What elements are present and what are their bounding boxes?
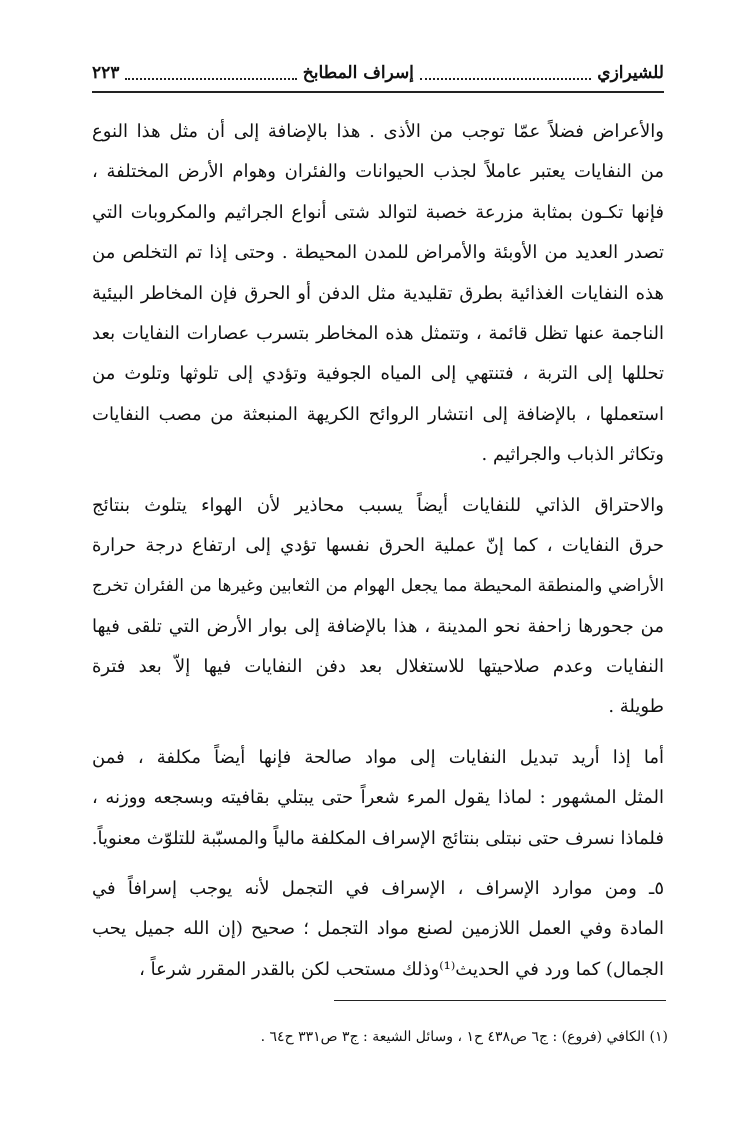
text-line: استعملها ، بالإضافة إلى انتشار الروائح الكريهة المنبعثة من مصب النفايات (92, 403, 664, 425)
footnote-rule (334, 1000, 666, 1001)
paragraph-gap (92, 859, 664, 869)
paragraph (92, 738, 664, 859)
paragraph (92, 112, 664, 476)
header-leader-dots-left (420, 66, 591, 80)
text-line: تصدر العديد من الأوبئة والأمراض للمدن المحيطة . وحتى إذا تم التخلص من (92, 242, 664, 264)
text-line: وتكاثر الذباب والجراثيم . (481, 444, 664, 466)
text-line: فإنها تكـون بمثابة مزرعة خصبة لتوالد شتى أنواع الجراثيم والمكروبات التي (92, 201, 664, 223)
header-title: إسراف المطابخ (302, 63, 414, 83)
text-line: المثل المشهور : لماذا يقول المرء شعراً حتى يبتلي بقافيته وبسجعه ووزنه ، (92, 787, 664, 809)
paragraph (92, 486, 664, 728)
header-leader-dots-right (125, 66, 296, 80)
text-line: النفايات وعدم صلاحيتها للاستغلال بعد دفن النفايات فيها إلاّ بعد فترة (92, 656, 664, 678)
text-line: من جحورها زاحفة نحو المدينة ، هذا بالإضافة إلى بوار الأرض التي تلقى فيها (92, 615, 664, 637)
paragraph (92, 869, 664, 990)
paragraph-gap (92, 728, 664, 738)
footnote: (١) الكافي (فروع) : ج٦ ص٤٣٨ ح١ ، وسائل الشيعة : ج٣ ص٣٣١ ح٦٤ . (260, 1029, 668, 1045)
text-line: تحللها إلى التربة ، فتنتهي إلى المياه الجوفية وتؤدي إلى تلوثها وتلوث من (92, 363, 664, 385)
text-line: الناجمة عنها تظل قائمة ، وتتمثل هذه المخاطر بتسرب عصارات النفايات بعد (92, 322, 664, 344)
text-line: حرق النفايات ، كما إنّ عملية الحرق نفسها تؤدي إلى ارتفاع درجة حرارة (92, 534, 664, 556)
text-line: أما إذا أريد تبديل النفايات إلى مواد صالحة فإنها أيضاً مكلفة ، فمن (92, 746, 664, 768)
text-line: الأراضي والمنطقة المحيطة مما يجعل الهوام من الثعابين وغيرها من الفئران تخرج (92, 576, 664, 597)
text-line: والأعراض فضلاً عمّا توجب من الأذى . هذا بالإضافة إلى أن مثل هذا النوع (92, 121, 664, 142)
text-line: الجمال) كما ورد في الحديث⁽¹⁾وذلك مستحب لكن بالقدر المقرر شرعاً ، (139, 958, 664, 980)
header-rule (92, 91, 664, 93)
text-line: المادة وفي العمل اللازمين لصنع مواد التجمل ؛ صحيح (إن الله جميل يحب (92, 918, 664, 940)
header-author: للشيرازي (597, 63, 664, 83)
page-number: ٢٢٣ (91, 63, 120, 83)
text-line: فلماذا نسرف حتى نبتلى بنتائج الإسراف المكلفة مالياً والمسبّبة للتلوّث معنوياً. (92, 827, 664, 849)
body-text (92, 112, 664, 990)
text-line: والاحتراق الذاتي للنفايات أيضاً يسبب محاذير لأن الهواء يتلوث بنتائج (92, 494, 664, 516)
running-header (92, 58, 664, 88)
text-line: هذه النفايات الغذائية بطرق تقليدية مثل الدفن أو الحرق فإن المخاطر البيئية (92, 282, 664, 304)
text-line: طويلة . (608, 696, 664, 718)
paragraph-gap (92, 476, 664, 486)
text-line: من النفايات يعتبر عاملاً لجذب الحيوانات والفئران وهوام الأرض المختلفة ، (92, 161, 664, 183)
text-line: ٥ـ ومن موارد الإسراف ، الإسراف في التجمل لأنه يوجب إسرافاً في (92, 878, 664, 900)
